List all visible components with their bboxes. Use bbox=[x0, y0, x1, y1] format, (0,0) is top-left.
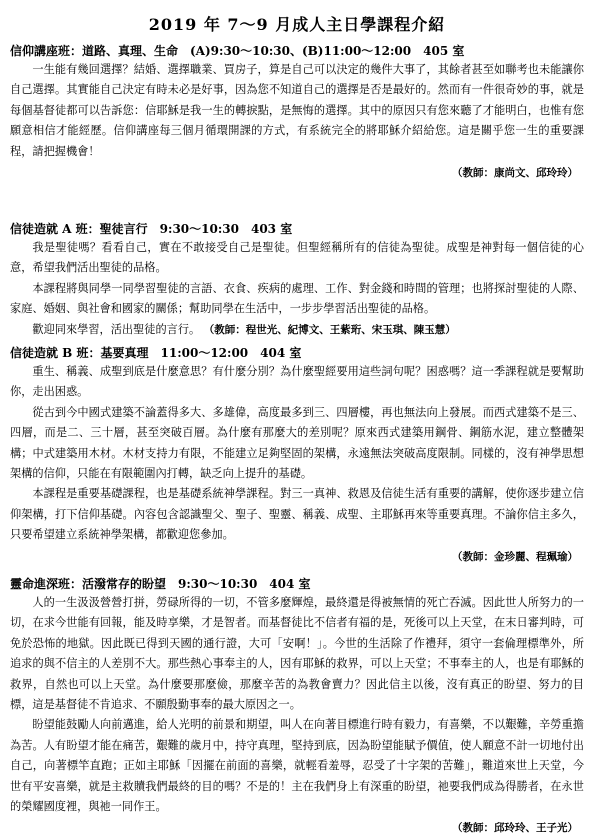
page-title: 2019 年 7～9 月成人主日學課程介紹 bbox=[148, 15, 446, 34]
teachers-line: （教師：邱玲玲、王子光） bbox=[452, 822, 578, 835]
section-heading: 靈命進深班：活潑常存的盼望 9:30～10:30 404 室 bbox=[10, 577, 311, 591]
section-paragraph-closing bbox=[10, 320, 584, 340]
section-paragraph: 本課程將與同學一同學習聖徒的言語、衣食、疾病的處理、工作、對金錢和時間的管理；也將探討聖徒的人際、家庭、婚姻、與社會和國家的關係；幫助同學在生活中，一步步學習活出聖徒的品格。 bbox=[10, 281, 584, 316]
teachers-line: （教師：康尚文、邱玲玲） bbox=[452, 167, 578, 180]
teachers-line: （教師：金珍麗、程珮瑜） bbox=[452, 550, 578, 563]
section-heading: 信徒造就 A 班：聖徒言行 9:30～10:30 403 室 bbox=[10, 222, 293, 236]
section-faith-lecture bbox=[10, 42, 584, 184]
teachers-line: （教師：程世光、紀博文、王紫珩、宋玉琪、陳玉慧） bbox=[203, 323, 456, 336]
section-paragraph: 本課程是重要基礎課程，也是基礎系統神學課程。對三一真神、救恩及信徒生活有重要的講解，使你逐步建立信仰架構，打下信仰基礎。內容包含認識聖父、聖子、聖靈、稱義、成聖、主耶穌再來等重要真理。不論你信主多久，只要希望建立系統神學架構，都歡迎您參加。 bbox=[10, 487, 584, 542]
section-paragraph: 盼望能鼓勵人向前邁進，給人光明的前景和期望，叫人在向著目標進行時有毅力，有喜樂，不以艱難，辛勞重擔為苦。人有盼望才能在痛苦，艱難的歲月中，持守真理，堅持到底，因為盼望能賦予價值，使人願意不計一切地付出自己，向著標竿直跑；正如主耶穌「因擺在前面的喜樂，就輕看羞辱，忍受了十字架的苦難」，難道來世上天堂，今世有平安喜樂，就是主救贖我們最終的目的嗎？不是的！主在我們身上有深重的盼望，祂要我們成為得勝者，在永世的榮耀國度裡，與祂一同作王。 bbox=[10, 718, 584, 814]
section-paragraph: 從古到今中國式建築不論蓋得多大、多雄偉，高度最多到三、四層樓，再也無法向上發展。而西式建築不是三、四層，而是二、三十層，甚至突破百層。為什麼有那麼大的差別呢？原來西式建築用鋼骨、鋼筋水泥，建立整體架構；中式建築用木材。木材支持力有限，不能建立足夠堅固的架構，永遠無法突破高度限制。同樣的，沒有神學思想架構的信仰，只能在有限範圍內打轉，缺乏向上提升的基礎。 bbox=[10, 405, 584, 481]
section-heading: 信徒造就 B 班：基要真理 11:00～12:00 404 室 bbox=[10, 346, 302, 360]
section-discipleship-b bbox=[10, 344, 584, 568]
section-paragraph: 我是聖徒嗎？看看自己，實在不敢接受自己是聖徒。但聖經稱所有的信徒為聖徒。成聖是神對每一個信徒的心意，希望我們活出聖徒的品格。 bbox=[10, 241, 584, 275]
section-paragraph: 重生、稱義、成聖到底是什麼意思？有什麼分別？為什麼聖經要用這些詞句呢？困惑嗎？這一季課程就是要幫助你，走出困惑。 bbox=[10, 365, 584, 399]
section-discipleship-a bbox=[10, 220, 584, 340]
section-heading: 信仰講座班：道路、真理、生命 (A)9:30～10:30、(B)11:00～12:00 405 室 bbox=[10, 44, 465, 58]
section-paragraph: 一生能有幾回選擇？結婚、選擇職業、買房子，算是自己可以決定的幾件大事了，其餘者甚至如聯考也未能讓你自己選擇。其實能自己決定有時未必是好事，因為您不知道自己的選擇是否是最好的。然而有一件很奇妙的事，就是每個基督徒都可以告訴您：信耶穌是我一生的轉捩點，是無悔的選擇。其中的原因只有您來聽了才能明白，也惟有您願意相信才能經歷。信仰講座每三個月循環開課的方式，有系統完全的將耶穌介紹給您。這是關乎您一生的重要課程，請把握機會！ bbox=[10, 63, 584, 158]
section-paragraph: 人的一生汲汲營營打拼，勞碌所得的一切，不管多麼輝煌，最終還是得被無情的死亡吞滅。因此世人所努力的一切，在求今世能有回報，能及時享樂，才是智者。而基督徒比不信者有福的是，死後可以上天堂，在末日審判時，可免於恐怖的地獄。因此既已得到天國的通行證，大可「安啊！」。今世的生活除了作禮拜，須守一套倫理標準外，所追求的與不信主的人差別不大。那些熱心事奉主的人，因有耶穌的救界，可以上天堂；不事奉主的人，也是有耶穌的救界，自然也可以上天堂。為什麼要那麼儉，那麼辛苦的為教會賣力？因此信主以後，沒有真正的盼望、努力的目標，這是基督徒不肯追求、不願殷勤事奉的最大原因之一。 bbox=[10, 596, 584, 712]
section-spiritual-growth bbox=[10, 575, 584, 839]
closing-text: 歡迎同來學習，活出聖徒的言行。 bbox=[32, 322, 201, 336]
